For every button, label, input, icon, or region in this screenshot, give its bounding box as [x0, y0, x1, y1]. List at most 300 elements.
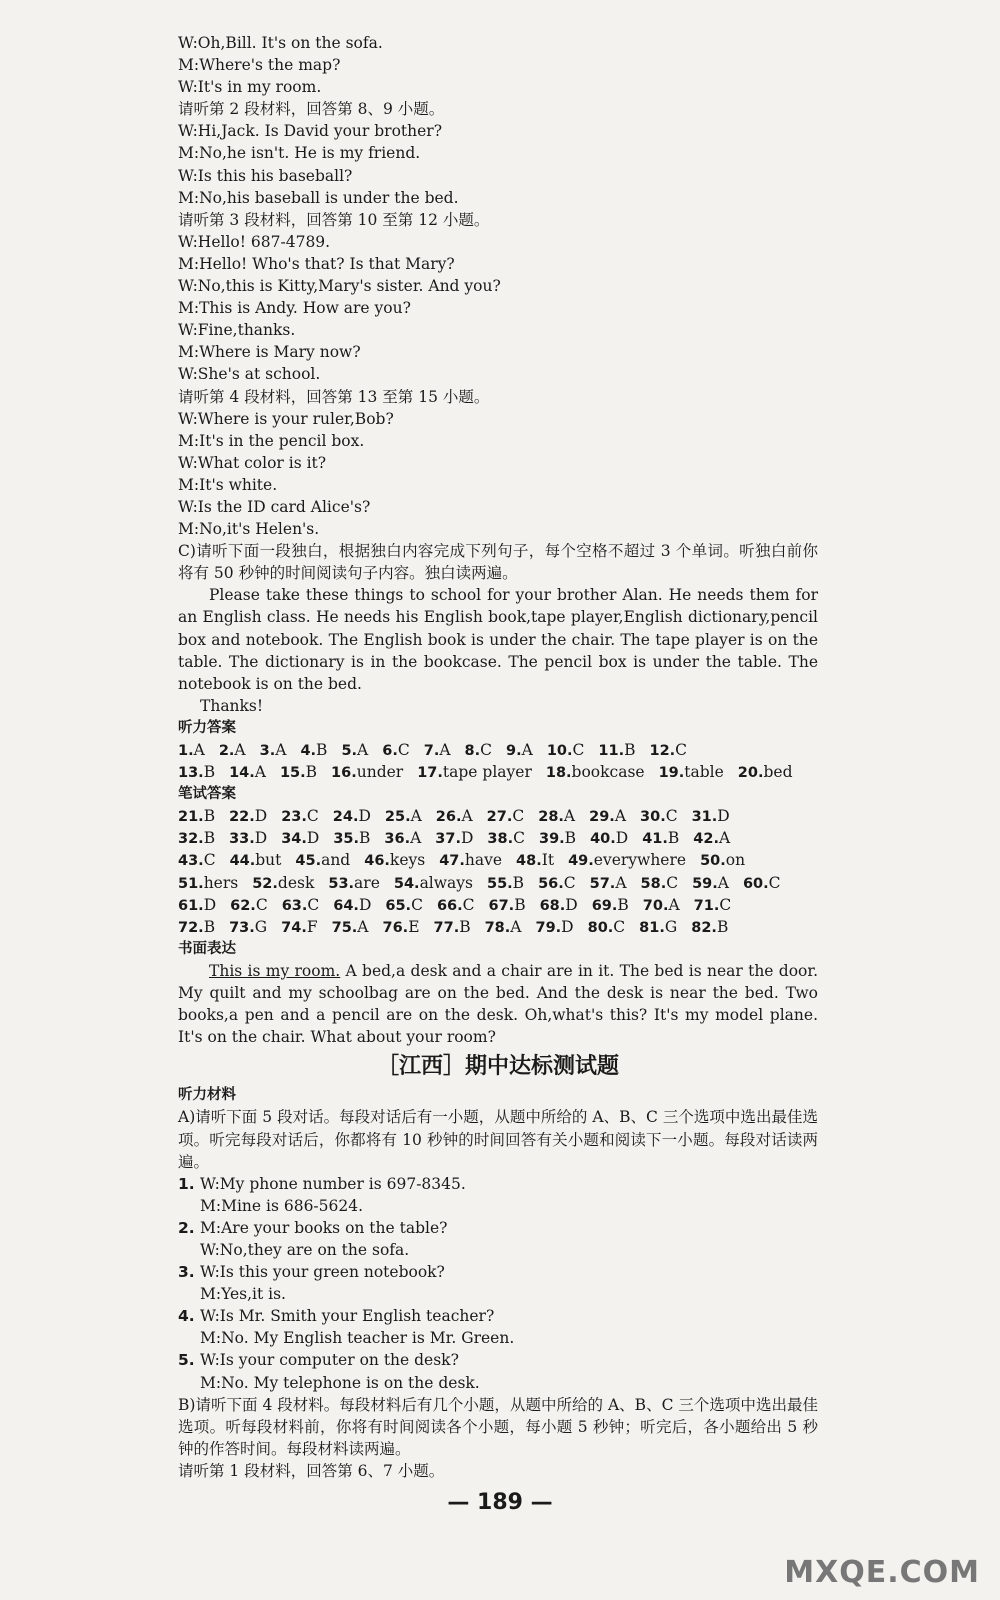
answer-item [435, 827, 473, 849]
answer-item [535, 916, 573, 938]
answer-item [385, 805, 422, 827]
dialogue-line: M:Where is Mary now? [178, 343, 361, 362]
answer-item [641, 872, 679, 894]
answer-number: 78. [484, 919, 511, 936]
dialogue-line: W:Is this your green notebook? [200, 1263, 445, 1282]
answer-value: G [254, 917, 268, 936]
instruction-line: 请听第 1 段材料，回答第 6、7 小题。 [178, 1461, 445, 1480]
answer-item [592, 894, 629, 916]
part-b-intro: B)请听下面 4 段材料。每段材料后有几个小题，从题中所给的 A、B、C 三个选项中选出最佳选项。听每段材料前，你将有时间阅读各个小题，每小题 5 秒钟；听完后，各小题给出 5 秒钟的作答时间。每段材料读两遍。 [178, 1395, 818, 1458]
answer-number: 49. [568, 853, 594, 870]
answer-number: 38. [487, 831, 514, 848]
dialogue-item [178, 1217, 818, 1239]
dialogue-line: W:Is the ID card Alice's? [178, 497, 371, 516]
listening-material-heading: 听力材料 [178, 1087, 236, 1104]
answer-item [693, 827, 730, 849]
answer-number: 48. [516, 853, 542, 870]
answer-value: table [684, 763, 724, 782]
answer-item [331, 761, 403, 783]
answer-number: 47. [439, 853, 465, 870]
answer-value: E [408, 917, 420, 936]
answer-number: 75. [331, 919, 358, 936]
answer-number: 20. [737, 765, 764, 782]
answer-item [252, 872, 314, 894]
answer-number: 15. [279, 765, 306, 782]
answer-item [230, 849, 282, 871]
answer-number: 56. [538, 875, 564, 892]
answer-value: C [572, 741, 585, 759]
answer-value: desk [277, 873, 315, 892]
answer-value: hers [203, 873, 239, 892]
answer-item [590, 872, 627, 894]
answer-item [178, 894, 216, 916]
answer-value: B [617, 895, 629, 914]
answer-value: C [203, 851, 216, 870]
answer-value: A [563, 807, 576, 826]
answer-number: 44. [229, 853, 256, 870]
answer-item [694, 894, 732, 916]
section-c-intro: C)请听下面一段独白，根据独白内容完成下列句子，每个空格不超过 3 个单词。听独白前你将有 50 秒钟的时间阅读句子内容。独白读两遍。 [178, 542, 818, 583]
dialogue-line: M:No,he isn't. He is my friend. [178, 144, 421, 163]
dialogue-line: W:My phone number is 697-8345. [200, 1174, 466, 1193]
answer-number: 80. [587, 919, 614, 936]
answer-item [282, 894, 320, 916]
answer-item [332, 916, 369, 938]
answer-number: 43. [178, 853, 204, 870]
answer-number: 81. [639, 919, 665, 936]
written-answers-heading: 笔试答案 [178, 786, 236, 803]
answer-item [692, 872, 729, 894]
answer-number: 72. [178, 919, 204, 936]
answer-number: 62. [230, 897, 256, 914]
answer-item [178, 916, 215, 938]
answer-value: D [615, 829, 629, 848]
dialogue-line: W:No,they are on the sofa. [200, 1240, 410, 1259]
answer-number: 52. [252, 875, 278, 892]
answer-value: A [275, 741, 287, 759]
dialogue-line: M:No,it's Helen's. [178, 520, 320, 539]
answer-value: C [665, 807, 678, 826]
dialogue-line: W:She's at school. [178, 365, 321, 384]
answer-item [738, 761, 793, 783]
dialogue-line: M:Are your books on the table? [200, 1218, 448, 1237]
answer-number: 64. [333, 897, 359, 914]
answer-item [229, 805, 267, 827]
answer-value: D [561, 917, 574, 936]
answer-value: F [306, 917, 318, 936]
answer-number: 40. [590, 831, 616, 848]
answer-value: B [564, 829, 577, 848]
answer-value: B [667, 829, 680, 848]
answer-item [436, 805, 473, 827]
answer-number: 82. [691, 919, 717, 936]
answer-number: 1. [178, 743, 194, 759]
answer-number: 4. [300, 743, 317, 759]
item-number: 5. [178, 1351, 195, 1370]
dialogue-line: M:This is Andy. How are you? [178, 299, 411, 318]
item-number: 2. [178, 1218, 195, 1237]
answer-number: 70. [642, 897, 669, 914]
answer-number: 5. [341, 743, 358, 759]
answer-number: 45. [295, 853, 322, 870]
answer-value: D [254, 829, 268, 848]
dialogue-line: M:It's in the pencil box. [178, 431, 365, 450]
dialogue-line: W:Oh,Bill. It's on the sofa. [178, 34, 383, 52]
answer-value: C [307, 895, 320, 914]
answer-number: 58. [640, 875, 667, 892]
answer-item [659, 761, 724, 783]
answer-value: C [613, 917, 626, 936]
section-title: ［江西］期中达标测试题 [376, 1054, 619, 1080]
dialogue-line: M:It's white. [178, 475, 278, 494]
answer-item [640, 805, 678, 827]
answer-item [333, 827, 370, 849]
answer-item [364, 849, 425, 871]
answer-item [547, 739, 585, 761]
answer-value: B [459, 917, 471, 936]
writing-underlined: This is my room. [209, 961, 341, 980]
answer-value: D [358, 807, 371, 826]
answer-value: B [716, 917, 729, 936]
answer-number: 61. [178, 897, 204, 914]
answer-number: 77. [433, 919, 460, 936]
answer-number: 7. [423, 743, 440, 759]
answer-number: 12. [649, 743, 676, 759]
answer-item [333, 894, 371, 916]
answer-item [295, 849, 350, 871]
answer-item [178, 849, 216, 871]
answer-value: A [410, 829, 422, 848]
answer-value: B [359, 829, 371, 848]
answer-number: 13. [178, 765, 204, 782]
answer-value: C [563, 873, 576, 892]
answer-value: are [354, 873, 380, 892]
answer-number: 30. [640, 809, 666, 826]
answer-item [281, 827, 319, 849]
answer-number: 28. [538, 809, 564, 826]
item-number: 3. [178, 1263, 195, 1282]
dialogue-line: W:It's in my room. [178, 78, 322, 97]
answer-value: A [521, 741, 533, 759]
answer-item [219, 739, 246, 761]
answer-number: 26. [435, 809, 462, 826]
answer-value: D [565, 895, 578, 914]
writing-paragraph [178, 960, 818, 1048]
dialogue-line: M:No,his baseball is under the bed. [178, 188, 459, 207]
answer-value: C [480, 741, 493, 759]
answer-item [516, 849, 554, 871]
dialogue-line: W:Where is your ruler,Bob? [178, 409, 394, 428]
answer-item [394, 872, 473, 894]
dialogue-line: W:Is this his baseball? [178, 166, 353, 185]
answer-item [540, 894, 578, 916]
answer-value: B [203, 763, 216, 782]
answer-item [590, 827, 628, 849]
answer-row [178, 805, 818, 827]
answer-value: A [410, 807, 422, 826]
answer-item [417, 761, 532, 783]
answer-item [383, 916, 420, 938]
answer-value: A [461, 807, 473, 826]
answer-value: G [664, 917, 678, 936]
answer-item [439, 849, 502, 871]
answer-number: 79. [535, 919, 562, 936]
answer-number: 25. [384, 809, 411, 826]
answer-value: C [255, 895, 268, 914]
answer-row [178, 894, 818, 916]
answer-number: 69. [591, 897, 618, 914]
answer-number: 73. [229, 919, 255, 936]
answer-row [178, 872, 818, 894]
answer-item [178, 827, 215, 849]
answer-value: B [512, 873, 525, 892]
answer-value: A [615, 873, 627, 892]
answer-value: A [254, 763, 266, 782]
answer-value: D [358, 895, 372, 914]
dialogue-line: W:Hi,Jack. Is David your brother? [178, 122, 442, 141]
answer-item [230, 894, 268, 916]
answer-value: A [234, 741, 246, 759]
dialogue-line: M:No. My English teacher is Mr. Green. [200, 1329, 515, 1348]
answer-number: 31. [691, 809, 718, 826]
answer-item [487, 872, 524, 894]
answer-value: C [512, 807, 525, 826]
answer-value: A [614, 807, 627, 826]
answer-number: 22. [229, 809, 255, 826]
answer-value: always [419, 873, 473, 892]
answer-item [178, 761, 215, 783]
answer-value: A [439, 741, 451, 759]
dialogue-line: W:No,this is Kitty,Mary's sister. And you? [178, 277, 501, 296]
answer-item [568, 849, 686, 871]
monologue-text: Please take these things to school for your brother Alan. He needs them for an English class. He needs his English book,tape player,English dictionary,pencil box and notebook. The English book is under the chair. The tape player is on the table. The dictionary is in the bookcase. The pencil box is under the table. The notebook is on the bed. [178, 586, 818, 693]
answer-number: 14. [229, 765, 255, 782]
answer-number: 67. [488, 897, 515, 914]
answer-value: everywhere [593, 851, 687, 870]
answer-item [639, 916, 677, 938]
answer-number: 71. [693, 897, 720, 914]
answer-value: D [717, 807, 730, 826]
answer-number: 27. [486, 809, 513, 826]
answer-item [333, 805, 371, 827]
dialogue-line: 请听第 3 段材料，回答第 10 至第 12 小题。 [178, 210, 490, 229]
answer-item [539, 827, 576, 849]
dialogue-item [178, 1261, 818, 1283]
answer-number: 19. [658, 765, 685, 782]
answer-item [642, 827, 679, 849]
answer-value: D [254, 807, 268, 826]
answer-value: D [203, 895, 217, 914]
answer-value: A [668, 895, 680, 914]
answer-item [382, 739, 409, 761]
answer-number: 29. [589, 809, 615, 826]
answer-item [385, 894, 423, 916]
answer-item [487, 805, 525, 827]
dialogue-line: W:Hello! 687-4789. [178, 232, 331, 251]
answer-value: B [305, 763, 318, 782]
answer-item [588, 916, 626, 938]
answer-item [328, 872, 380, 894]
answer-value: B [203, 807, 216, 826]
answer-number: 24. [332, 809, 359, 826]
answer-row [178, 916, 818, 938]
answer-value: C [768, 873, 781, 892]
answer-number: 65. [385, 897, 412, 914]
answer-item [485, 916, 522, 938]
answer-number: 63. [281, 897, 308, 914]
item-number: 4. [178, 1307, 195, 1326]
dialogue-item [178, 1173, 818, 1195]
answer-item [546, 761, 645, 783]
answer-value: A [718, 829, 731, 848]
monologue-closing: Thanks! [200, 696, 264, 715]
answer-row [178, 761, 818, 783]
answer-number: 9. [506, 743, 522, 759]
answer-value: B [203, 917, 216, 936]
answer-item [229, 761, 266, 783]
answer-value: on [725, 851, 746, 870]
answer-value: C [675, 741, 688, 759]
answer-number: 35. [333, 831, 360, 848]
answer-number: 57. [589, 875, 616, 892]
answer-item [300, 739, 327, 761]
answer-row [178, 827, 818, 849]
answer-value: bed [763, 763, 793, 782]
answer-value: A [510, 917, 522, 936]
answer-value: D [306, 829, 320, 848]
answer-item [280, 761, 317, 783]
answer-number: 68. [539, 897, 566, 914]
answer-item [589, 805, 626, 827]
answer-number: 41. [642, 831, 668, 848]
answer-number: 39. [538, 831, 565, 848]
item-number: 1. [178, 1174, 195, 1193]
answer-row [178, 739, 818, 761]
answer-value: A [717, 873, 729, 892]
answer-value: B [316, 741, 328, 759]
answer-number: 53. [328, 875, 355, 892]
answer-item [384, 827, 421, 849]
answer-item [178, 739, 205, 761]
answer-value: D [460, 829, 474, 848]
answer-value: A [357, 917, 369, 936]
answer-value: have [464, 851, 503, 870]
answer-number: 46. [364, 853, 390, 870]
answer-number: 60. [742, 875, 769, 892]
dialogue-line: 请听第 2 段材料，回答第 8、9 小题。 [178, 100, 445, 119]
answer-value: C [666, 873, 679, 892]
answer-number: 21. [178, 809, 204, 826]
answer-number: 32. [178, 831, 204, 848]
dialogue-item [178, 1305, 818, 1327]
answer-item [538, 805, 575, 827]
answer-item [260, 739, 287, 761]
text-column [178, 32, 818, 1482]
dialogue-line: M:Mine is 686-5624. [200, 1196, 364, 1215]
dialogue-line: W:Is your computer on the desk? [200, 1351, 459, 1370]
answer-value: tape player [442, 763, 532, 782]
answer-item [178, 872, 238, 894]
answer-value: C [306, 807, 319, 826]
answer-number: 17. [417, 765, 443, 782]
answer-item [424, 739, 451, 761]
answer-item [643, 894, 680, 916]
answer-number: 74. [281, 919, 307, 936]
answer-item [281, 805, 319, 827]
answer-value: C [513, 829, 525, 848]
answer-value: A [357, 741, 369, 759]
answer-number: 2. [218, 743, 235, 759]
part-a-intro: A)请听下面 5 段对话。每段对话后有一小题，从题中所给的 A、B、C 三个选项中选出最佳选项。听完每段对话后，你都将有 10 秒钟的时间回答有关小题和阅读下一小题。每段对话读两遍。 [178, 1108, 818, 1171]
answer-number: 55. [486, 875, 513, 892]
answer-item [700, 849, 745, 871]
answer-value: B [203, 829, 216, 848]
dialogue-item [178, 1349, 818, 1371]
listening-answers-heading: 听力答案 [178, 719, 236, 736]
answer-number: 23. [281, 809, 307, 826]
answer-item [281, 916, 317, 938]
answer-value: B [624, 741, 636, 759]
answer-number: 76. [382, 919, 409, 936]
answer-item [691, 916, 728, 938]
answer-value: but [255, 851, 282, 870]
answer-value: under [356, 763, 404, 782]
answer-number: 16. [331, 765, 357, 782]
answer-number: 8. [464, 743, 481, 759]
answer-number: 36. [384, 831, 411, 848]
answer-value: keys [389, 851, 426, 870]
page-number: — 189 — [447, 1490, 553, 1515]
answer-number: 3. [259, 743, 276, 759]
answer-number: 37. [435, 831, 461, 848]
answer-item [692, 805, 730, 827]
answer-item [465, 739, 492, 761]
answer-number: 18. [545, 765, 572, 782]
answer-number: 34. [281, 831, 307, 848]
writing-text: A bed,a desk and a chair are in it. The bed is near the door. My quilt and my schoolbag are on the bed. And the desk is near the bed. Two books,a pen and a pencil are on the desk. Oh,what's this? It's my model plane. It's on the chair. What about your room? [178, 961, 819, 1047]
answer-number: 66. [436, 897, 463, 914]
answer-number: 6. [382, 743, 398, 759]
answer-value: C [411, 895, 423, 914]
dialogue-line: W:Is Mr. Smith your English teacher? [200, 1307, 495, 1326]
answer-number: 54. [393, 875, 420, 892]
answer-number: 10. [546, 743, 573, 759]
answer-value: B [514, 895, 526, 914]
answer-number: 33. [229, 831, 255, 848]
answer-value: C [397, 741, 410, 759]
answer-value: and [321, 851, 351, 870]
answer-number: 59. [692, 875, 718, 892]
answer-value: C [462, 895, 475, 914]
answer-value: It [541, 851, 555, 870]
answer-item [437, 894, 475, 916]
dialogue-line: M:No. My telephone is on the desk. [200, 1373, 480, 1392]
answer-item [538, 872, 576, 894]
answer-item [487, 827, 525, 849]
answer-value: bookcase [571, 763, 645, 782]
answer-item [178, 805, 215, 827]
writing-heading: 书面表达 [178, 940, 236, 957]
dialogue-line: W:Fine,thanks. [178, 321, 296, 340]
watermark: MXQE.COM [784, 1555, 980, 1590]
answer-item [434, 916, 471, 938]
answer-item [489, 894, 526, 916]
answer-value: A [193, 741, 205, 759]
answer-item [649, 739, 687, 761]
dialogue-line: M:Where's the map? [178, 56, 341, 75]
answer-row [178, 849, 818, 871]
answer-item [229, 827, 267, 849]
